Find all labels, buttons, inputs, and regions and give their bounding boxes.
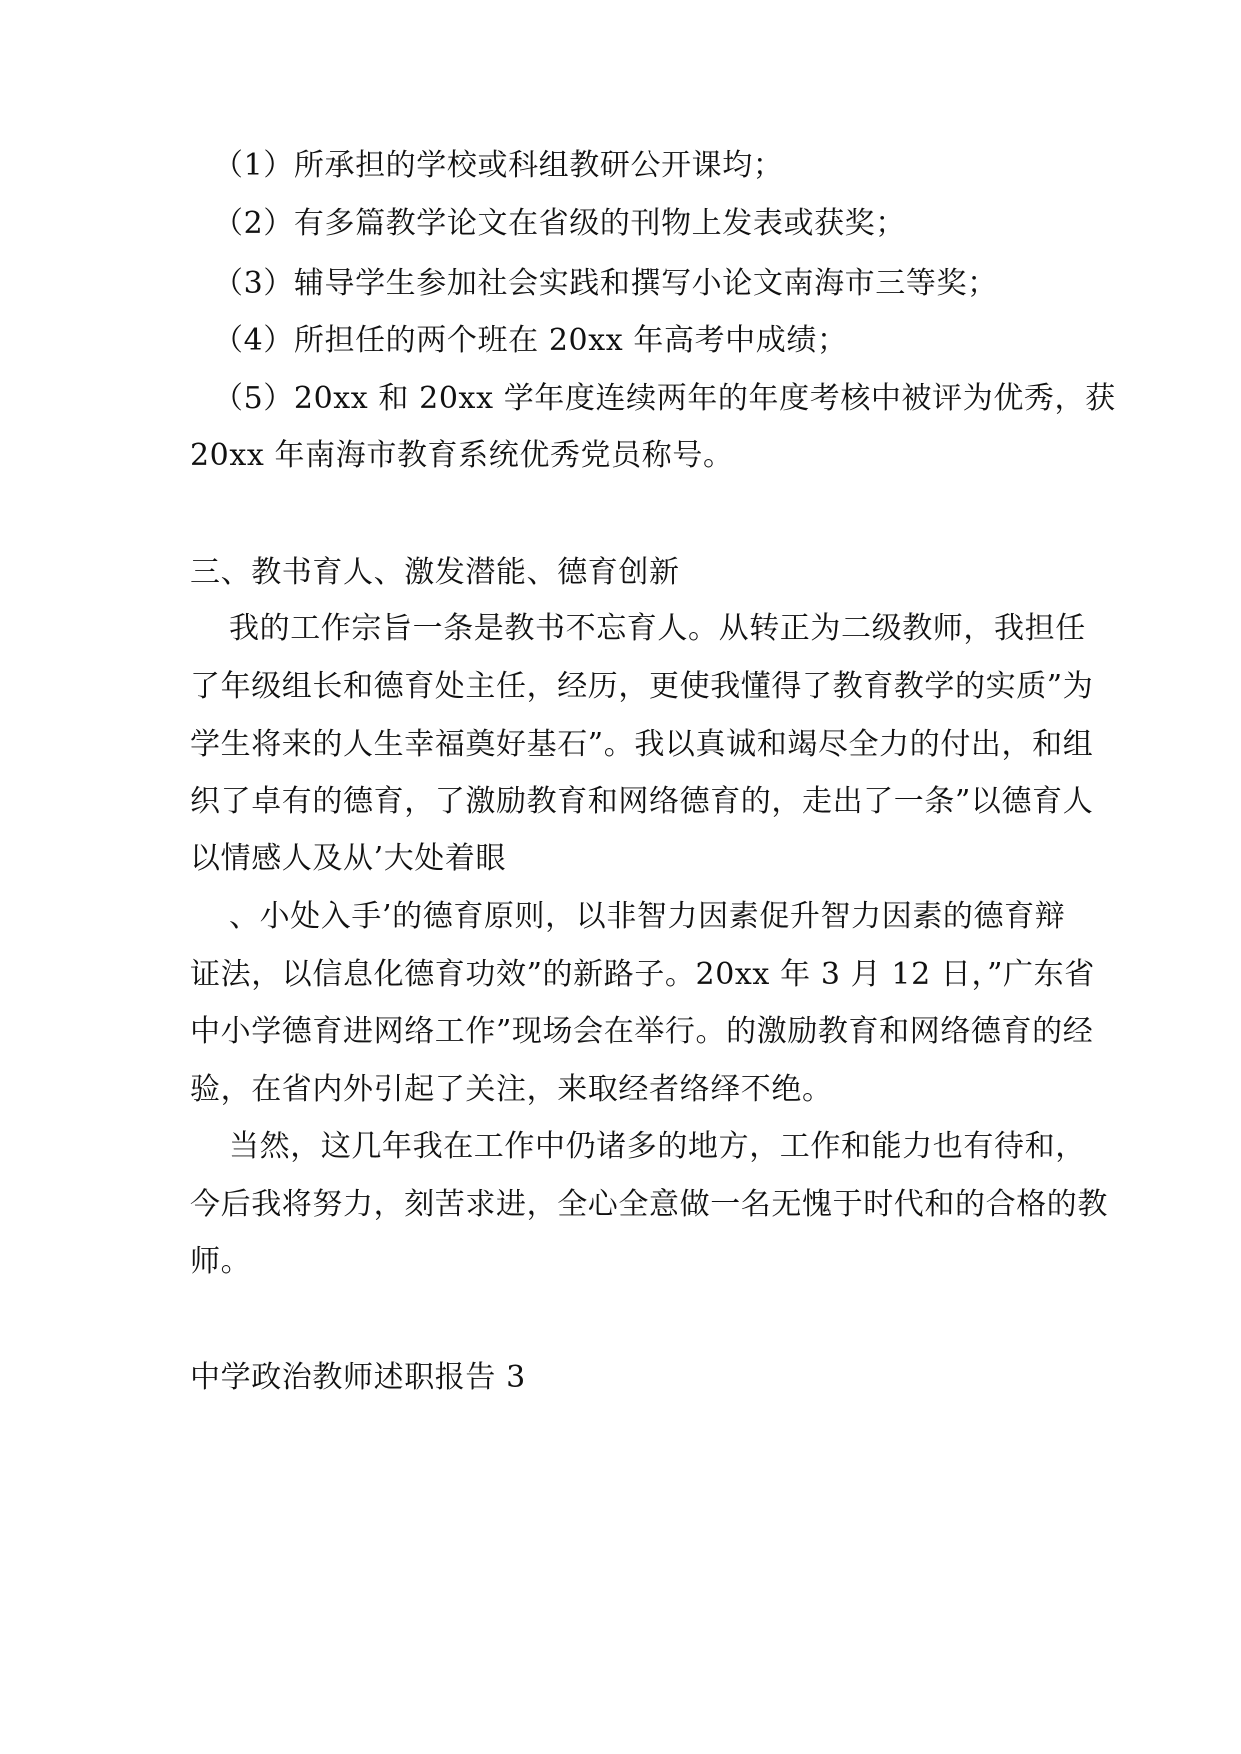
list-item-3: （3）辅导学生参加社会实践和撰写小论文南海市三等奖； — [213, 266, 998, 301]
paragraph-1-line-4: 织了卓有的德育，了激励教育和网络德育的，走出了一条”以德育人 — [190, 784, 1094, 819]
list-item-1: （1）所承担的学校或科组教研公开课均； — [213, 148, 784, 183]
list-item-5-continued: 20xx 年南海市教育系统优秀党员称号。 — [190, 438, 734, 473]
paragraph-2-line-1: 、小处入手’的德育原则，以非智力因素促升智力因素的德育辩 — [229, 899, 1066, 934]
section-heading: 三、教书育人、激发潜能、德育创新 — [190, 555, 680, 590]
list-item-2: （2）有多篇教学论文在省级的刊物上发表或获奖； — [213, 206, 906, 241]
paragraph-1-line-2: 了年级组长和德育处主任，经历，更使我懂得了教育教学的实质”为 — [190, 669, 1094, 704]
paragraph-3-line-2: 今后我将努力，刻苦求进，全心全意做一名无愧于时代和的合格的教 — [190, 1187, 1108, 1222]
paragraph-3-line-1: 当然，这几年我在工作中仍诸多的地方，工作和能力也有待和， — [229, 1129, 1086, 1164]
paragraph-3-line-3: 师。 — [190, 1244, 252, 1279]
paragraph-1-line-1: 我的工作宗旨一条是教书不忘育人。从转正为二级教师，我担任 — [229, 611, 1086, 646]
list-item-5: （5）20xx 和 20xx 学年度连续两年的年度考核中被评为优秀，获 — [213, 381, 1116, 416]
next-section-title: 中学政治教师述职报告 3 — [190, 1360, 526, 1395]
list-item-4: （4）所担任的两个班在 20xx 年高考中成绩； — [213, 323, 848, 358]
paragraph-2-line-4: 验，在省内外引起了关注，来取经者络绎不绝。 — [190, 1072, 833, 1107]
paragraph-1-line-5: 以情感人及从’大处着眼 — [190, 841, 507, 876]
paragraph-2-line-3: 中小学德育进网络工作”现场会在举行。的激励教育和网络德育的经 — [190, 1014, 1094, 1049]
paragraph-2-line-2: 证法，以信息化德育功效”的新路子。20xx 年 3 月 12 日，”广东省 — [190, 957, 1095, 992]
paragraph-1-line-3: 学生将来的人生幸福奠好基石”。我以真诚和竭尽全力的付出，和组 — [190, 727, 1094, 762]
